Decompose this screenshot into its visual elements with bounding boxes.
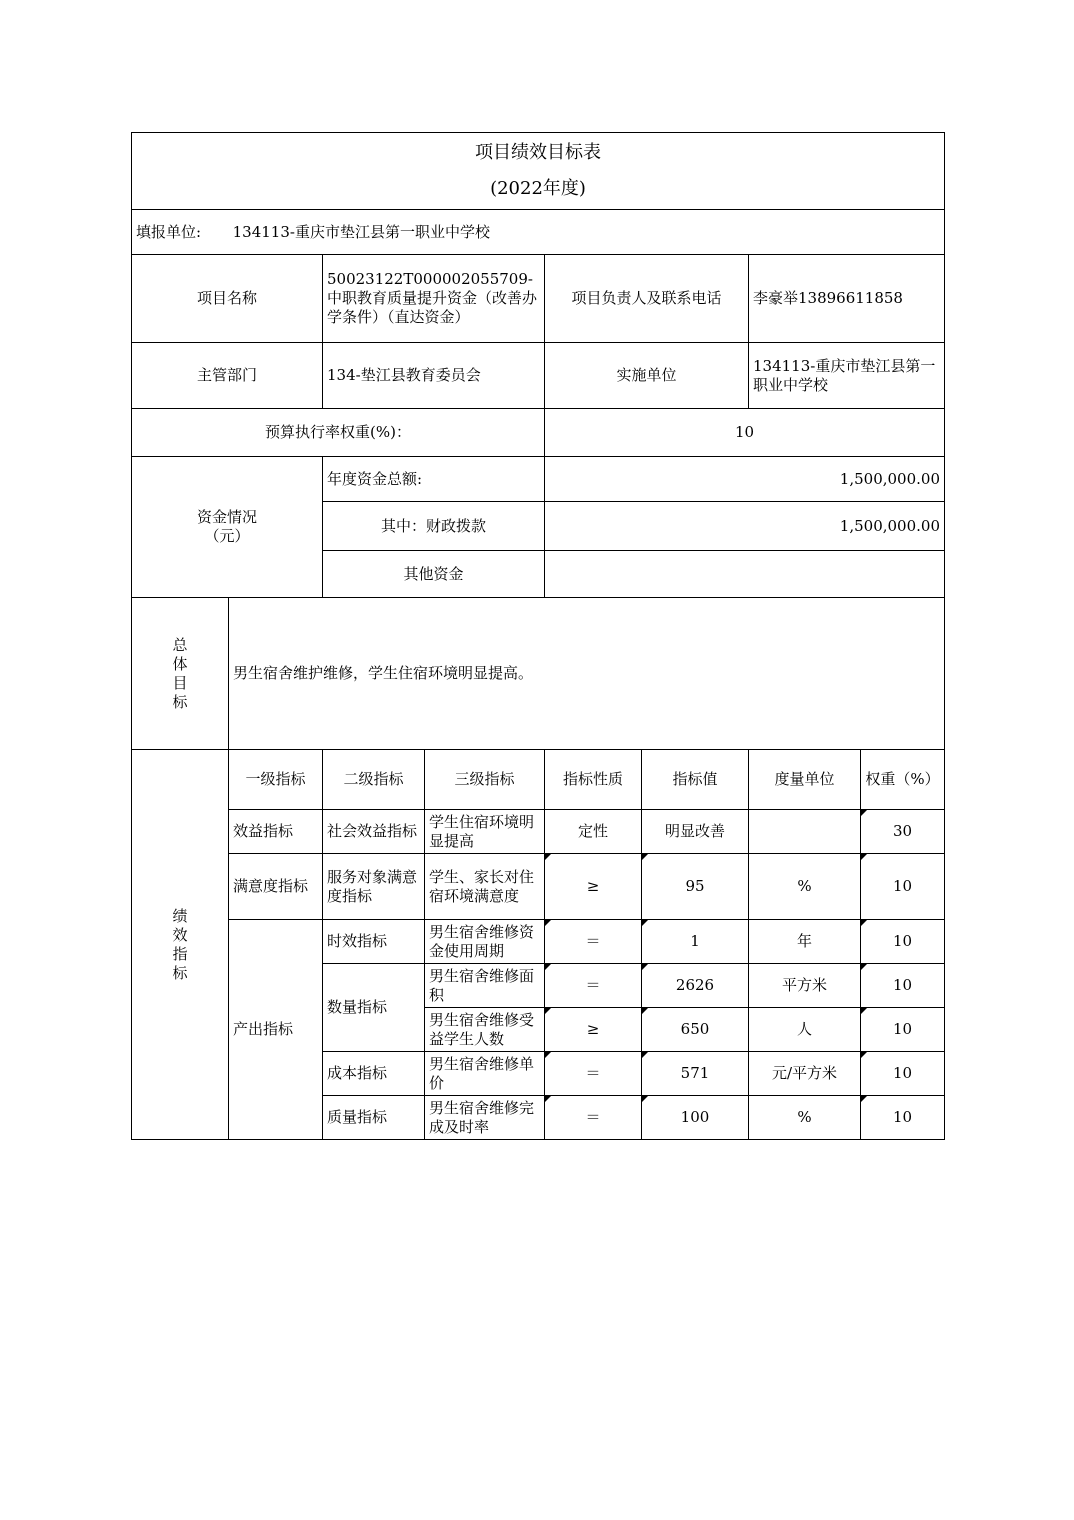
row-value: 95	[642, 854, 749, 920]
goal-value: 男生宿舍维护维修，学生住宿环境明显提高。	[229, 598, 945, 750]
row-level2: 数量指标	[323, 964, 425, 1052]
page-year: (2022年度)	[490, 178, 586, 199]
row-value: 2626	[642, 964, 749, 1008]
row-unit	[749, 810, 861, 854]
indicators-label	[132, 750, 229, 1140]
budget-weight-label: 预算执行率权重(%)：	[132, 409, 545, 457]
row-value: 100	[642, 1096, 749, 1140]
project-name-value: 50023122T000002055709-中职教育质量提升资金（改善办学条件）（直达资金）	[323, 255, 545, 343]
row-level3: 男生宿舍维修面积	[425, 964, 545, 1008]
row-nature: ≥	[545, 1008, 642, 1052]
header-unit: 度量单位	[749, 750, 861, 810]
row-value: 1	[642, 920, 749, 964]
row-unit: %	[749, 1096, 861, 1140]
row-nature: ＝	[545, 964, 642, 1008]
filler-row	[132, 210, 945, 255]
filler-value: 134113-重庆市垫江县第一职业中学校	[232, 222, 490, 241]
row-level3: 男生宿舍维修完成及时率	[425, 1096, 545, 1140]
header-weight: 权重（%）	[861, 750, 945, 810]
row-unit: 人	[749, 1008, 861, 1052]
row-level3: 学生住宿环境明显提高	[425, 810, 545, 854]
row-weight: 10	[861, 920, 945, 964]
funds-label-text: 资金情况（元）	[196, 508, 257, 545]
row-level3: 男生宿舍维修受益学生人数	[425, 1008, 545, 1052]
row-level3: 学生、家长对住宿环境满意度	[425, 854, 545, 920]
row-level2: 成本指标	[323, 1052, 425, 1096]
row-unit: 元/平方米	[749, 1052, 861, 1096]
row-unit: 平方米	[749, 964, 861, 1008]
row-weight: 10	[861, 1096, 945, 1140]
page-title: 项目绩效目标表	[475, 142, 601, 163]
row-level2: 质量指标	[323, 1096, 425, 1140]
performance-target-table	[131, 132, 945, 1140]
row-weight: 10	[861, 1008, 945, 1052]
table-row	[132, 810, 945, 854]
row-level3: 男生宿舍维修资金使用周期	[425, 920, 545, 964]
funds-fiscal-value: 1,500,000.00	[545, 502, 945, 551]
row-value: 明显改善	[642, 810, 749, 854]
row-weight: 10	[861, 964, 945, 1008]
funds-other-label: 其他资金	[323, 551, 545, 598]
table-row	[132, 920, 945, 964]
row-nature: 定性	[545, 810, 642, 854]
title-cell	[132, 133, 945, 210]
funds-total-value: 1,500,000.00	[545, 457, 945, 502]
funds-fiscal-label: 其中：财政拨款	[323, 502, 545, 551]
row-value: 650	[642, 1008, 749, 1052]
row-level2: 社会效益指标	[323, 810, 425, 854]
row-value: 571	[642, 1052, 749, 1096]
row-weight: 10	[861, 854, 945, 920]
row-unit: %	[749, 854, 861, 920]
header-nature: 指标性质	[545, 750, 642, 810]
project-name-label: 项目名称	[132, 255, 323, 343]
row-nature: ≥	[545, 854, 642, 920]
goal-label	[132, 598, 229, 750]
filler-label: 填报单位:	[136, 222, 202, 241]
table-row	[132, 854, 945, 920]
group-satisfaction: 满意度指标	[229, 854, 323, 920]
row-weight: 30	[861, 810, 945, 854]
row-weight: 10	[861, 1052, 945, 1096]
funds-label	[132, 457, 323, 598]
group-benefit: 效益指标	[229, 810, 323, 854]
header-value: 指标值	[642, 750, 749, 810]
row-level3: 男生宿舍维修单价	[425, 1052, 545, 1096]
goal-label-text: 总体目标	[172, 635, 188, 711]
row-unit: 年	[749, 920, 861, 964]
impl-unit-value: 134113-重庆市垫江县第一职业中学校	[749, 343, 945, 409]
funds-other-value	[545, 551, 945, 598]
dept-label: 主管部门	[132, 343, 323, 409]
funds-total-label: 年度资金总额:	[323, 457, 545, 502]
row-nature: ＝	[545, 920, 642, 964]
header-level1: 一级指标	[229, 750, 323, 810]
dept-value: 134-垫江县教育委员会	[323, 343, 545, 409]
impl-unit-label: 实施单位	[545, 343, 749, 409]
header-level3: 三级指标	[425, 750, 545, 810]
row-level2: 时效指标	[323, 920, 425, 964]
indicators-label-text: 绩效指标	[172, 906, 188, 982]
row-level2: 服务对象满意度指标	[323, 854, 425, 920]
budget-weight-value: 10	[545, 409, 945, 457]
group-output: 产出指标	[229, 920, 323, 1140]
header-level2: 二级指标	[323, 750, 425, 810]
project-leader-label: 项目负责人及联系电话	[545, 255, 749, 343]
row-nature: ＝	[545, 1096, 642, 1140]
project-leader-value: 李豪举13896611858	[749, 255, 945, 343]
row-nature: ＝	[545, 1052, 642, 1096]
